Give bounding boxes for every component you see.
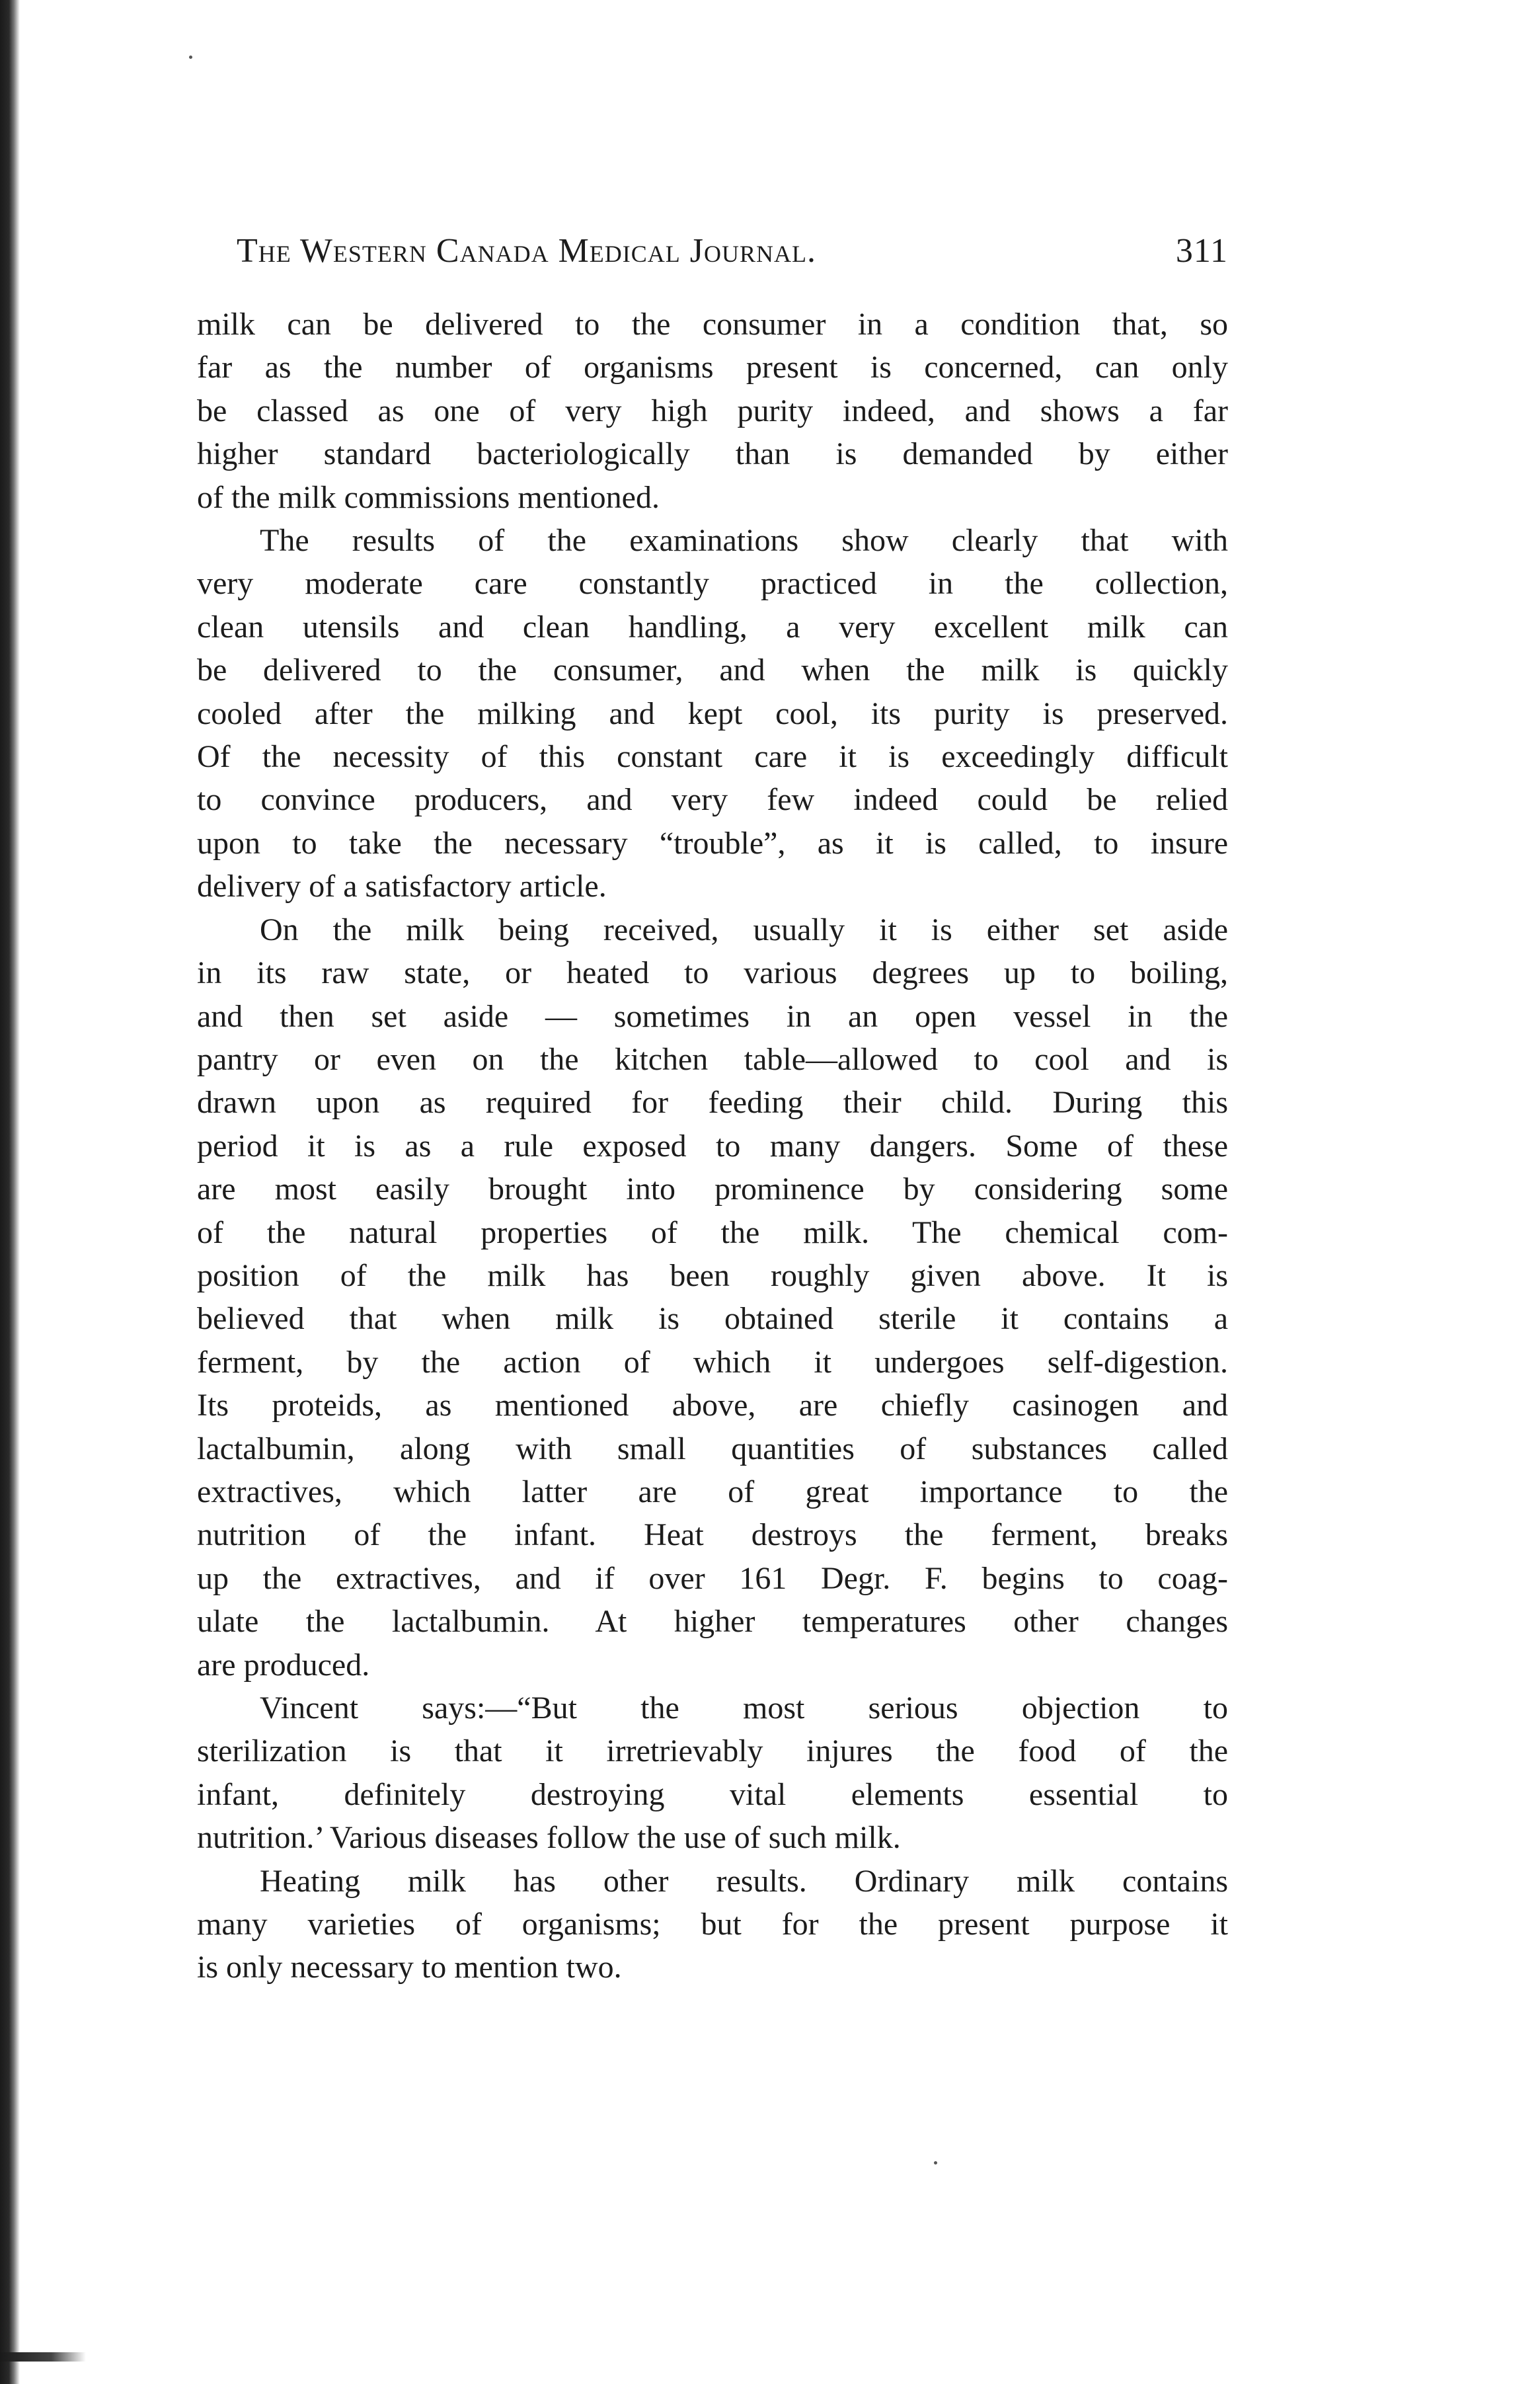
text-line: milk can be delivered to the consumer in a condition that, so bbox=[197, 307, 1228, 342]
text-line: upon to take the necessary “trouble”, as it is called, to insure bbox=[197, 825, 1228, 861]
text-line: are produced. bbox=[197, 1647, 370, 1683]
text-line: be delivered to the consumer, and when the milk is quickly bbox=[197, 653, 1228, 688]
text-line: is only necessary to mention two. bbox=[197, 1950, 622, 1985]
paragraph bbox=[197, 519, 1228, 908]
text-line: lactalbumin, along with small quantities of substances called bbox=[197, 1431, 1228, 1466]
text-line: ferment, by the action of which it undergoes self-digestion. bbox=[197, 1344, 1228, 1380]
text-line: to convince producers, and very few indeed could be relied bbox=[197, 782, 1228, 818]
text-line: sterilization is that it irretrievably injures the food of the bbox=[197, 1733, 1228, 1769]
text-line: believed that when milk is obtained sterile it contains a bbox=[197, 1301, 1228, 1337]
text-line: Heating milk has other results. Ordinary milk contains bbox=[260, 1863, 1228, 1899]
journal-title: The Western Canada Medical Journal. bbox=[237, 232, 817, 270]
article-text bbox=[197, 303, 1228, 1989]
text-line: drawn upon as required for feeding their child. During this bbox=[197, 1085, 1228, 1121]
text-line: pantry or even on the kitchen table—allowed to cool and is bbox=[197, 1041, 1228, 1077]
text-line: of the milk commissions mentioned. bbox=[197, 479, 660, 515]
text-line: Vincent says:—“But the most serious objection to bbox=[260, 1690, 1228, 1726]
text-line: up the extractives, and if over 161 Degr. F. begins to coag- bbox=[197, 1560, 1228, 1596]
paragraph bbox=[197, 1687, 1228, 1860]
text-line: Of the necessity of this constant care it is exceedingly difficult bbox=[197, 739, 1228, 775]
binding-shadow-foot bbox=[0, 2352, 86, 2362]
text-line: very moderate care constantly practiced in the collection, bbox=[197, 566, 1228, 602]
text-line: extractives, which latter are of great importance to the bbox=[197, 1474, 1228, 1509]
text-line: Its proteids, as mentioned above, are chiefly casinogen and bbox=[197, 1388, 1228, 1423]
text-line: nutrition.’ Various diseases follow the use of such milk. bbox=[197, 1820, 901, 1856]
page-number: 311 bbox=[1175, 232, 1228, 270]
text-line: are most easily brought into prominence by considering some bbox=[197, 1172, 1228, 1207]
text-line: nutrition of the infant. Heat destroys the ferment, breaks bbox=[197, 1517, 1228, 1553]
text-line: higher standard bacteriologically than is demanded by either bbox=[197, 436, 1228, 472]
text-line: and then set aside — sometimes in an open vessel in the bbox=[197, 998, 1228, 1034]
text-line: far as the number of organisms present is concerned, can only bbox=[197, 350, 1228, 385]
text-line: period it is as a rule exposed to many dangers. Some of these bbox=[197, 1128, 1228, 1164]
binding-shadow bbox=[0, 0, 20, 2384]
running-head bbox=[197, 231, 1228, 284]
text-line: On the milk being received, usually it is either set aside bbox=[260, 912, 1228, 947]
text-line: clean utensils and clean handling, a very excellent milk can bbox=[197, 609, 1228, 645]
text-line: in its raw state, or heated to various degrees up to boiling, bbox=[197, 955, 1228, 991]
text-line: cooled after the milking and kept cool, its purity is preserved. bbox=[197, 695, 1228, 731]
text-line: position of the milk has been roughly given above. It is bbox=[197, 1257, 1228, 1293]
paragraph bbox=[197, 1860, 1228, 1989]
paragraph bbox=[197, 908, 1228, 1687]
text-line: delivery of a satisfactory article. bbox=[197, 869, 607, 904]
paragraph bbox=[197, 303, 1228, 519]
text-line: ulate the lactalbumin. At higher temperatures other changes bbox=[197, 1604, 1228, 1640]
text-line: infant, definitely destroying vital elements essential to bbox=[197, 1776, 1228, 1812]
text-line: many varieties of organisms; but for the present purpose it bbox=[197, 1907, 1228, 1942]
page-body bbox=[197, 231, 1228, 1989]
print-speck bbox=[189, 56, 192, 59]
text-line: be classed as one of very high purity indeed, and shows a far bbox=[197, 393, 1228, 428]
print-speck bbox=[934, 2161, 937, 2165]
text-line: The results of the examinations show clearly that with bbox=[260, 523, 1228, 559]
text-line: of the natural properties of the milk. The chemical com- bbox=[197, 1214, 1228, 1250]
